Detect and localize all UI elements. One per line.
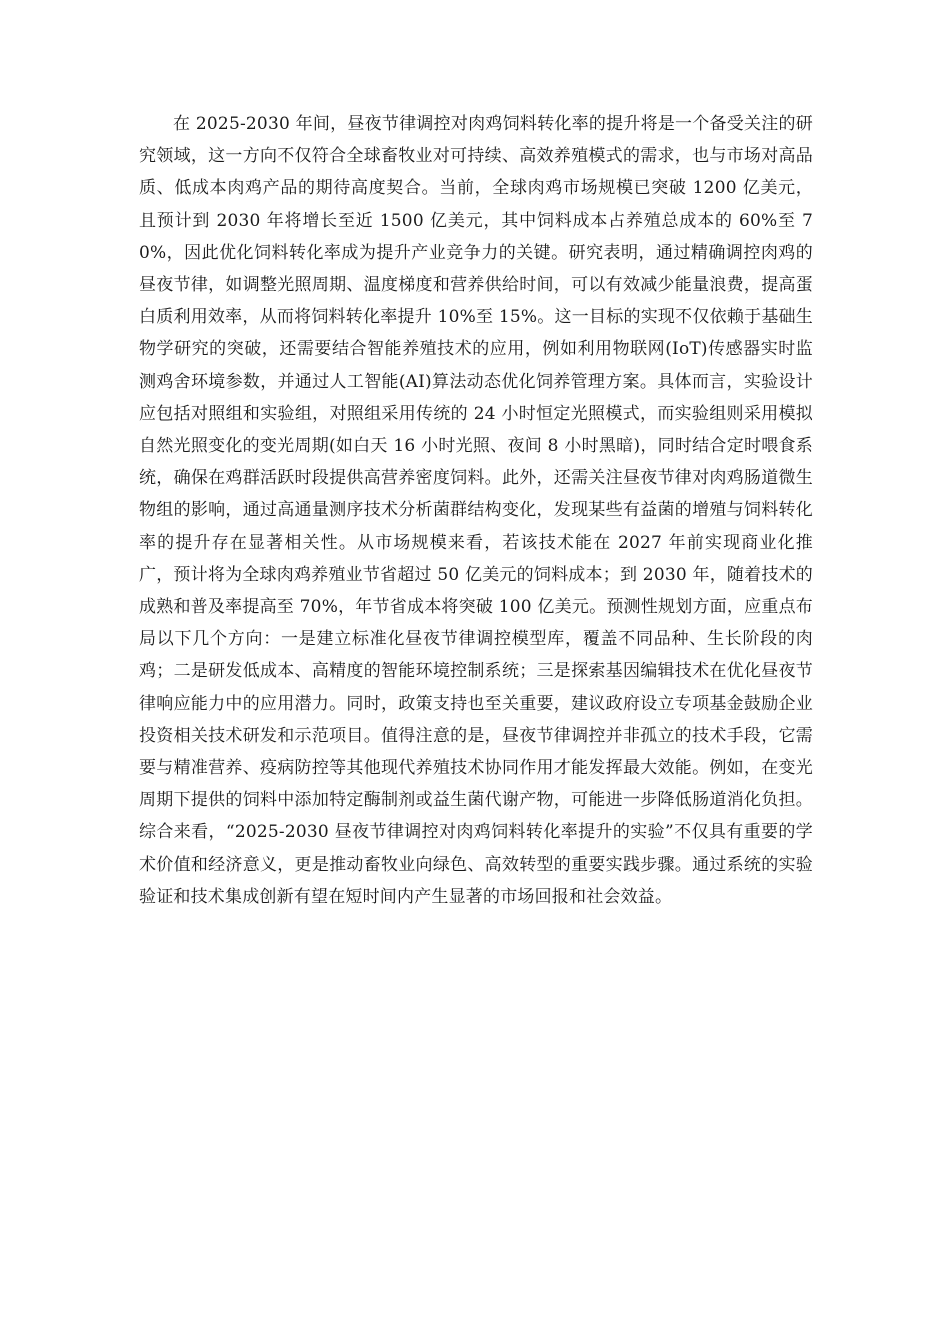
body-paragraph: 在 2025-2030 年间，昼夜节律调控对肉鸡饲料转化率的提升将是一个备受关注的研究领域，这一方向不仅符合全球畜牧业对可持续、高效养殖模式的需求，也与市场对高品质、低成本肉鸡产品的期待高度契合。当前，全球肉鸡市场规模已突破 1200 亿美元，且预计到 2030 年将增长至近 1500 亿美元，其中饲料成本占养殖总成本的 60%至 70%，因此优化饲料转化率成为提升产业竞争力的关键。研究表明，通过精确调控肉鸡的昼夜节律，如调整光照周期、温度梯度和营养供给时间，可以有效减少能量浪费，提高蛋白质利用效率，从而将饲料转化率提升 10%至 15%。这一目标的实现不仅依赖于基础生物学研究的突破，还需要结合智能养殖技术的应用，例如利用物联网(IoT)传感器实时监测鸡舍环境参数，并通过人工智能(AI)算法动态优化饲养管理方案。具体而言，实验设计应包括对照组和实验组，对照组采用传统的 24 小时恒定光照模式，而实验组则采用模拟自然光照变化的变光周期(如白天 16 小时光照、夜间 8 小时黑暗)，同时结合定时喂食系统，确保在鸡群活跃时段提供高营养密度饲料。此外，还需关注昼夜节律对肉鸡肠道微生物组的影响，通过高通量测序技术分析菌群结构变化，发现某些有益菌的增殖与饲料转化率的提升存在显著相关性。从市场规模来看，若该技术能在 2027 年前实现商业化推广，预计将为全球肉鸡养殖业节省超过 50 亿美元的饲料成本；到 2030 年，随着技术的成熟和普及率提高至 70%，年节省成本将突破 100 亿美元。预测性规划方面，应重点布局以下几个方向：一是建立标准化昼夜节律调控模型库，覆盖不同品种、生长阶段的肉鸡；二是研发低成本、高精度的智能环境控制系统；三是探索基因编辑技术在优化昼夜节律响应能力中的应用潜力。同时，政策支持也至关重要，建议政府设立专项基金鼓励企业投资相关技术研发和示范项目。值得注意的是，昼夜节律调控并非孤立的技术手段，它需要与精准营养、疫病防控等其他现代养殖技术协同作用才能发挥最大效能。例如，在变光周期下提供的饲料中添加特定酶制剂或益生菌代谢产物，可能进一步降低肠道消化负担。综合来看，“2025-2030 昼夜节律调控对肉鸡饲料转化率提升的实验”不仅具有重要的学术价值和经济意义，更是推动畜牧业向绿色、高效转型的重要实践步骤。通过系统的实验验证和技术集成创新有望在短时间内产生显著的市场回报和社会效益。	[139, 114, 813, 907]
